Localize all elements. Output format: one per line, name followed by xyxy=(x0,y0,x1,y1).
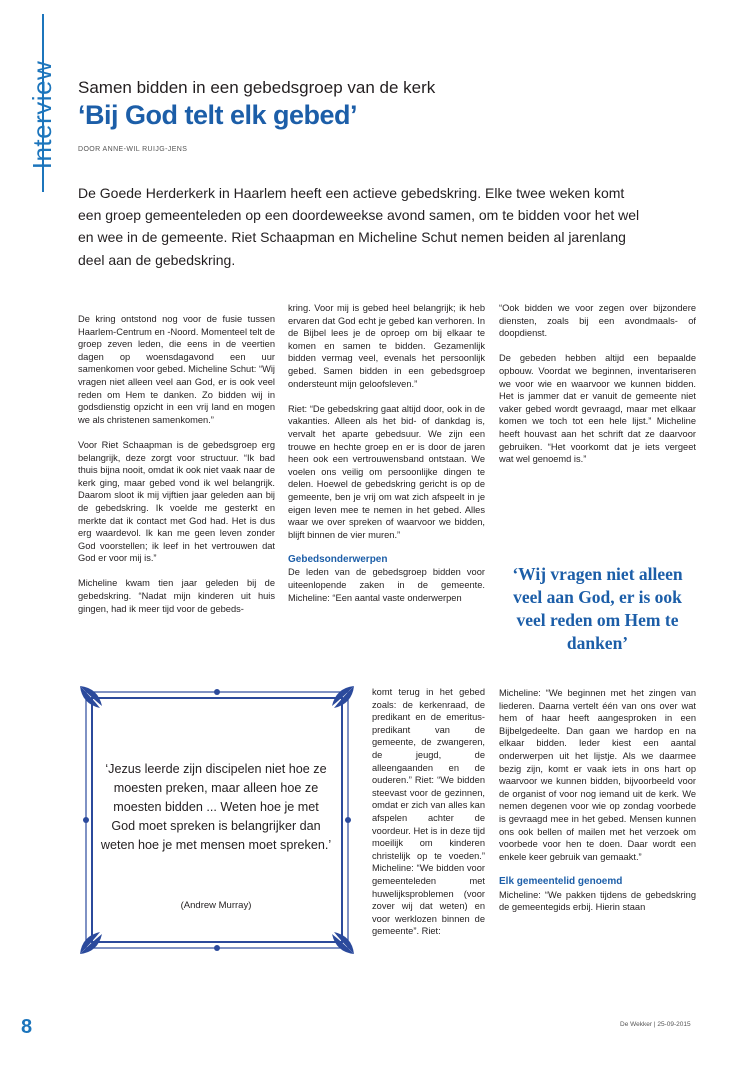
pull-quote: ‘Wij vragen niet alleen veel aan God, er is ook veel reden om Hem te danken’ xyxy=(512,564,683,653)
kicker: Samen bidden in een gebedsgroep van de kerk xyxy=(78,78,436,97)
lead-paragraph: De Goede Herderkerk in Haarlem heeft een actieve gebedskring. Elke twee weken komt een groep gemeenteleden op een doordeweekse avond samen, om te bidden voor het wel en wee in de gemeente. Riet Schaapman en Micheline Schut nemen beiden al jarenlang deel aan de gebedskring. xyxy=(78,185,640,268)
column-2 xyxy=(288,302,485,617)
paragraph: De gebeden hebben altijd een bepaalde opbouw. Voordat we beginnen, inventariseren we voor wie en waarvoor we kunnen bidden. Het is jammer dat er vanuit de gemeente niet vaker gebed wordt gevraagd, maar met elkaar komen we toch tot een hele lijst.” Micheline heeft houvast aan het schrift dat ze daarvoor gebruiken. “Het voorkomt dat je iets vergeet wat wel genoemd is.” xyxy=(499,353,696,465)
subheading: Gebedsonderwerpen xyxy=(288,553,388,565)
byline: DOOR ANNE-WIL RUIJG-JENS xyxy=(78,146,188,153)
footer: De Wekker | 25-09-2015 xyxy=(620,1021,691,1028)
paragraph: De leden van de gebedsgroep bidden voor uiteenlopende zaken in de gemeente. Micheline: “Een aantal vaste onderwerpen xyxy=(288,567,485,603)
page-number: 8 xyxy=(21,1016,33,1038)
paragraph: Riet: “De gebedskring gaat altijd door, ook in de vakanties. Alleen als het bid- of dankdag is, vervalt het aparte gebedsuur. We zijn een trouwe en hechte groep en er is door de jaren heen ook een vertrouwensband ontstaan. We voelen ons veilig om persoonlijke dingen te delen. Hoewel de gebedskring gericht is op de gemeente, ben je vrij om wat zich afspeelt in je eigen leven mee te nemen in het gebed. Alles waar we over spreken of waarvoor we bidden, blijft binnen de vier muren.” xyxy=(288,403,485,540)
paragraph: kring. Voor mij is gebed heel belangrijk; ik heb ervaren dat God echt je gebed kan verhoren. In de Bijbel lees je de oproep om bij elkaar te komen en samen te bidden. Gezamenlijk bidden vermag veel, evenals het persoonlijk gebed. Samen bidden in een gebedsgroep ondersteunt mijn geloofsleven.” xyxy=(288,303,485,389)
subheading: Elk gemeentelid genoemd xyxy=(499,875,623,887)
article-title: ‘Bij God telt elk gebed’ xyxy=(78,100,358,130)
paragraph: Micheline: “We pakken tijdens de gebedskring de gemeentegids erbij. Hierin staan xyxy=(499,889,696,913)
paragraph: De kring ontstond nog voor de fusie tussen Haarlem-Centrum en -Noord. Momenteel telt de groep zeven leden, die eens in de veertien dagen op woensdagavond een uur samenkomen voor gebed. Micheline Schut: “Wij vragen niet alleen veel aan God, er is ook veel reden om Hem te danken. Zo bidden wij in godsdienstig opzicht in een vrij land en mogen we als christenen samenkomen.” xyxy=(78,314,275,425)
paragraph-continued: komt terug in het gebed zoals: de kerkenraad, de predikant en de emerituspredikant van de gemeente, de zwangeren, de jeugd, de alleengaanden en de ouderen.” Riet: “We bidden steevast voor de gezinnen, omdat er zich van alles kan afspelen achter de voordeur. Het is in deze tijd moeilijk om kinderen christelijk op te voeden.” Micheline: “We bidden voor gemeenteleden met huwelijksproblemen (voor zover wij dat weten) en voor werklozen binnen de gemeente”. Riet: xyxy=(372,687,485,937)
section-label: Interview xyxy=(27,60,57,170)
frame-attribution: (Andrew Murray) xyxy=(180,900,252,911)
paragraph: “Ook bidden we voor zegen over bijzondere diensten, zoals bij een avondmaals- of doopdienst. xyxy=(499,303,696,339)
paragraph: Micheline: “We beginnen met het zingen van liederen. Daarna vertelt één van ons over wat hem of haar heeft aangesproken in een Bijbelgedeelte. Dan gaan we hardop en na elkaar bidden. Ieder kiest een aantal onderwerpen uit het lijstje. Als we daarmee bezig zijn, komt er vaak iets in ons hart op waarvoor we kunnen bidden, bijvoorbeeld voor de organist of voor nog iemand uit de kerk. We nemen degenen voor wie op zondag voorbede is gevraagd mee in het gebed. Mensen kunnen ons ook bellen of mailen met het verzoek om voorbede voor hen te doen. Daar wordt een enkele keer gebruik van gemaakt.” xyxy=(499,688,696,862)
column-3-continued xyxy=(499,687,696,914)
frame-quote: ‘Jezus leerde zijn discipelen niet hoe ze moesten preken, maar alleen hoe ze moesten bidden ... Weten hoe je met God moet spreken is belangrijker dan weten hoe je met mensen moet spreken.’ xyxy=(100,762,332,852)
paragraph: Micheline kwam tien jaar geleden bij de gebedskring. “Nadat mijn kinderen uit huis gingen, had ik meer tijd voor de gebeds- xyxy=(78,578,275,614)
paragraph: Voor Riet Schaapman is de gebedsgroep erg belangrijk, deze zorgt voor structuur. “Ik bad thuis bijna nooit, omdat ik ook niet vaak naar de kerk ging, maar gebed vond ik wel belangrijk. Daarom sloot ik mij vijftien jaar geleden aan bij de gebedskring. Ik voelde me gesterkt en merkte dat ik contact met God had. Het is dus erg waardevol. Ik kan me geen leven zonder God voorstellen; ik leef in het vertrouwen dat God er voor mij is.” xyxy=(78,439,275,564)
column-1 xyxy=(78,313,275,628)
column-3 xyxy=(499,302,696,478)
